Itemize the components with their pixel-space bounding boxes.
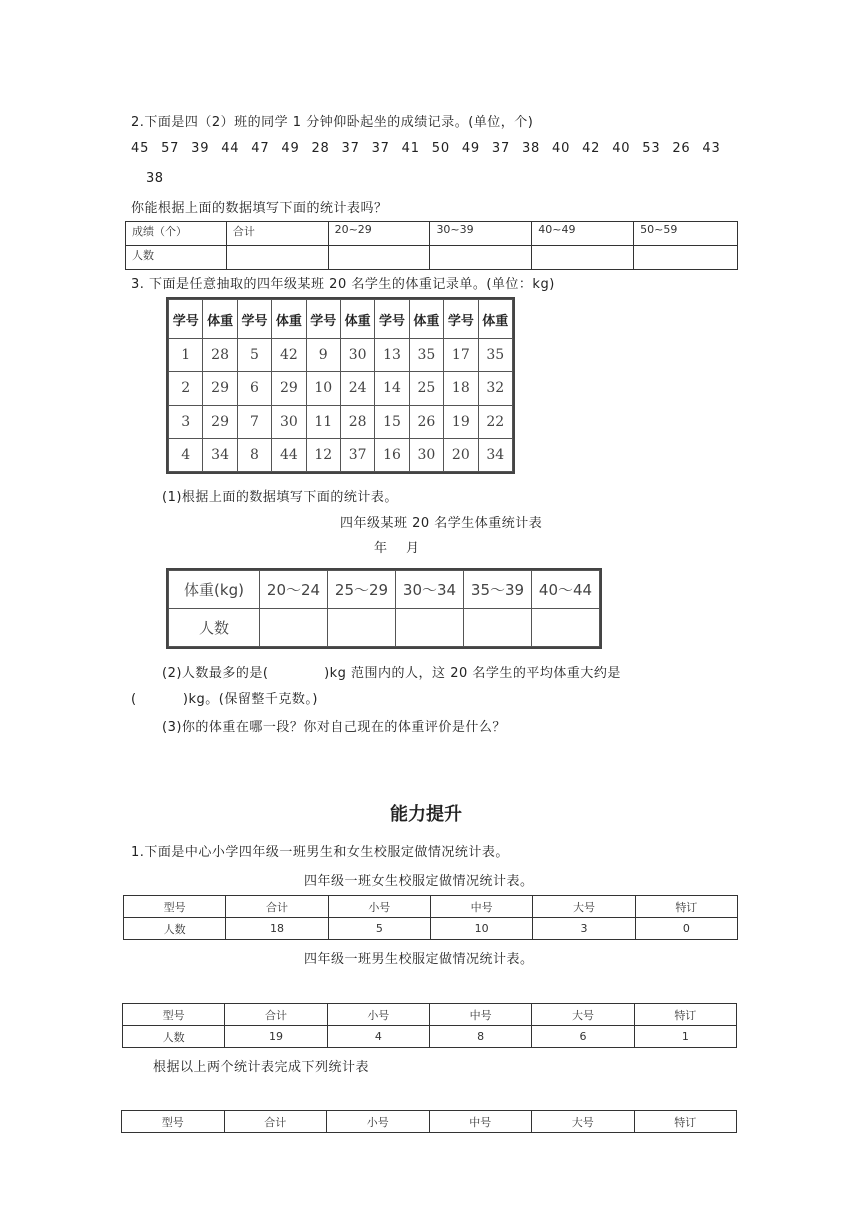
header-cell: 小号 [328, 896, 430, 918]
q3-sub1: (1)根据上面的数据填写下面的统计表。 [162, 490, 398, 505]
table-cell: 37 [340, 438, 374, 471]
q2-numbers-line2: 38 [146, 171, 164, 186]
q2-question: 你能根据上面的数据填写下面的统计表吗？ [131, 201, 388, 216]
table-cell: 16 [375, 438, 409, 471]
table-cell: 34 [203, 438, 237, 471]
table-cell: 22 [478, 405, 512, 438]
table-cell: 28 [340, 405, 374, 438]
table-cell: 8 [237, 438, 271, 471]
header-cell: 体重 [478, 300, 512, 339]
answer-cell[interactable] [226, 246, 328, 270]
header-cell: 学号 [375, 300, 409, 339]
table-cell: 13 [375, 339, 409, 372]
girls-table-title: 四年级一班女生校服定做情况统计表。 [304, 874, 534, 889]
header-cell: 合计 [225, 1004, 327, 1026]
q3-sub2-line2: ( )kg。(保留整千克数。) [131, 692, 318, 707]
table-cell: 5 [328, 918, 430, 940]
header-cell: 体重 [340, 300, 374, 339]
boys-table-title: 四年级一班男生校服定做情况统计表。 [304, 952, 534, 967]
p1-instruction: 根据以上两个统计表完成下列统计表 [153, 1060, 370, 1075]
table-cell: 2 [169, 372, 203, 405]
header-cell: 特订 [634, 1004, 736, 1026]
table-cell: 9 [306, 339, 340, 372]
header-cell: 成绩（个） [126, 222, 227, 246]
header-cell: 50~59 [634, 222, 738, 246]
q3-table-title: 四年级某班 20 名学生体重统计表 [340, 516, 543, 531]
header-cell: 40～44 [532, 571, 600, 609]
table-cell: 26 [409, 405, 443, 438]
answer-cell[interactable] [328, 246, 430, 270]
girls-uniform-table [123, 895, 738, 940]
table-cell: 10 [430, 918, 532, 940]
header-cell: 合计 [226, 896, 328, 918]
header-cell: 大号 [533, 896, 635, 918]
boys-uniform-table [122, 1003, 737, 1048]
table-row [169, 405, 513, 438]
table-cell: 35 [478, 339, 512, 372]
answer-cell[interactable] [260, 609, 328, 647]
header-cell: 学号 [306, 300, 340, 339]
table-cell: 人数 [124, 918, 226, 940]
header-cell: 35～39 [464, 571, 532, 609]
header-cell: 20～24 [260, 571, 328, 609]
table-row [124, 918, 738, 940]
header-cell: 型号 [122, 1111, 225, 1133]
table-cell: 18 [226, 918, 328, 940]
q2-numbers-line1: 45 57 39 44 47 49 28 37 37 41 50 49 37 38 40 42 40 53 26 43 [131, 141, 721, 156]
table-cell: 7 [237, 405, 271, 438]
table-cell: 4 [327, 1026, 429, 1048]
header-cell: 体重(kg) [169, 571, 260, 609]
table-cell: 29 [272, 372, 306, 405]
answer-cell[interactable] [464, 609, 532, 647]
header-cell: 小号 [327, 1004, 429, 1026]
table-cell: 30 [272, 405, 306, 438]
table-cell: 11 [306, 405, 340, 438]
header-cell: 30～34 [396, 571, 464, 609]
table-cell: 29 [203, 372, 237, 405]
header-cell: 20~29 [328, 222, 430, 246]
table-cell: 34 [478, 438, 512, 471]
table-cell: 1 [169, 339, 203, 372]
q2-prompt: 2.下面是四（2）班的同学 1 分钟仰卧起坐的成绩记录。(单位，个) [131, 115, 534, 130]
table-cell: 32 [478, 372, 512, 405]
header-cell: 大号 [532, 1004, 634, 1026]
table-cell: 6 [237, 372, 271, 405]
q3-prompt: 3. 下面是任意抽取的四年级某班 20 名学生的体重记录单。(单位：kg) [131, 277, 555, 292]
header-cell: 学号 [169, 300, 203, 339]
table-cell: 35 [409, 339, 443, 372]
table-cell: 12 [306, 438, 340, 471]
table-cell: 19 [225, 1026, 327, 1048]
q3-sub2-line1: (2)人数最多的是( )kg 范围内的人，这 20 名学生的平均体重大约是 [162, 666, 621, 681]
p1-prompt: 1.下面是中心小学四年级一班男生和女生校服定做情况统计表。 [131, 845, 509, 860]
table-cell: 10 [306, 372, 340, 405]
table-cell: 17 [444, 339, 478, 372]
table-cell: 3 [169, 405, 203, 438]
table-cell: 3 [533, 918, 635, 940]
table-cell: 30 [340, 339, 374, 372]
table-cell: 18 [444, 372, 478, 405]
header-cell: 30~39 [430, 222, 532, 246]
table-cell: 30 [409, 438, 443, 471]
header-cell: 小号 [327, 1111, 430, 1133]
q3-date-line: 年 月 [374, 541, 420, 556]
answer-cell[interactable] [396, 609, 464, 647]
header-cell: 型号 [123, 1004, 225, 1026]
table-cell: 0 [635, 918, 737, 940]
table-cell: 6 [532, 1026, 634, 1048]
table-cell: 25 [409, 372, 443, 405]
header-cell: 合计 [226, 222, 328, 246]
answer-cell[interactable] [532, 609, 600, 647]
table-cell: 19 [444, 405, 478, 438]
row-label: 人数 [169, 609, 260, 647]
header-cell: 学号 [444, 300, 478, 339]
header-cell: 型号 [124, 896, 226, 918]
row-label: 人数 [126, 246, 227, 270]
header-cell: 25～29 [328, 571, 396, 609]
table-cell: 42 [272, 339, 306, 372]
header-cell: 特订 [635, 896, 737, 918]
table-cell: 人数 [123, 1026, 225, 1048]
q3-sub3: (3)你的体重在哪一段？你对自己现在的体重评价是什么？ [162, 720, 506, 735]
header-cell: 中号 [429, 1004, 531, 1026]
table-cell: 44 [272, 438, 306, 471]
answer-cell[interactable] [634, 246, 738, 270]
section-title: 能力提升 [390, 804, 462, 825]
answer-cell[interactable] [430, 246, 532, 270]
table-cell: 1 [634, 1026, 736, 1048]
header-cell: 学号 [237, 300, 271, 339]
header-cell: 体重 [203, 300, 237, 339]
table-row [123, 1026, 737, 1048]
header-cell: 中号 [430, 896, 532, 918]
table-row [169, 339, 513, 372]
table-cell: 5 [237, 339, 271, 372]
answer-cell[interactable] [328, 609, 396, 647]
header-cell: 40~49 [532, 222, 634, 246]
answer-cell[interactable] [532, 246, 634, 270]
table-cell: 28 [203, 339, 237, 372]
header-cell: 合计 [224, 1111, 327, 1133]
table-cell: 24 [340, 372, 374, 405]
header-cell: 体重 [409, 300, 443, 339]
q2-score-table [125, 221, 738, 270]
header-cell: 特订 [634, 1111, 737, 1133]
table-cell: 4 [169, 438, 203, 471]
header-cell: 大号 [532, 1111, 635, 1133]
combined-uniform-table [121, 1110, 737, 1133]
table-cell: 29 [203, 405, 237, 438]
table-cell: 20 [444, 438, 478, 471]
table-cell: 8 [429, 1026, 531, 1048]
table-cell: 15 [375, 405, 409, 438]
table-row [169, 372, 513, 405]
weight-range-table [166, 568, 602, 649]
table-cell: 14 [375, 372, 409, 405]
table-row [169, 438, 513, 471]
header-cell: 中号 [429, 1111, 532, 1133]
weights-table [166, 297, 515, 474]
header-cell: 体重 [272, 300, 306, 339]
